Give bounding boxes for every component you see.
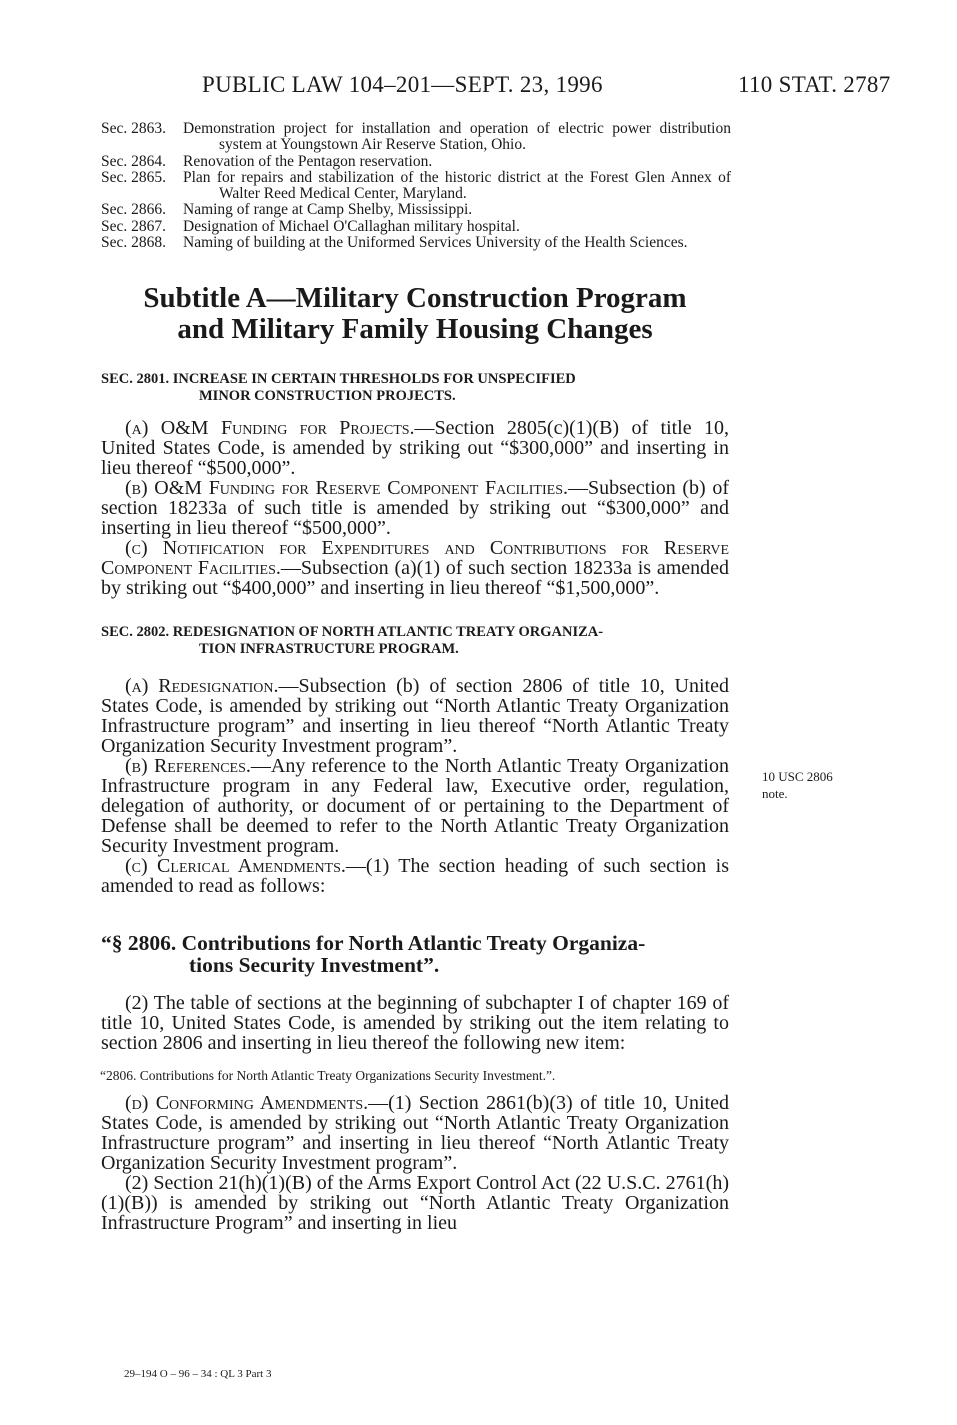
- running-header-page: 110 STAT. 2787: [738, 72, 891, 97]
- paragraph-text: —Subsection (b) of section 18233a of such title is amended by striking out “$300,000” and inserting in lieu thereof “$500,000”.: [101, 477, 729, 539]
- paragraph-lead: (b) O&M Funding for Reserve Component Facilities.: [125, 477, 568, 499]
- toc-section-number: Sec. 2863.: [101, 120, 167, 137]
- paragraph: [101, 538, 729, 598]
- paragraph: [101, 676, 729, 756]
- section-2802-heading: [101, 624, 731, 658]
- toc-section-number: Sec. 2866.: [101, 201, 167, 219]
- paragraph: [101, 856, 729, 896]
- toc-section-title: Naming of range at Camp Shelby, Mississippi.: [183, 201, 473, 219]
- section-2801-body: [101, 418, 729, 598]
- new-table-item: “2806. Contributions for North Atlantic Treaty Organizations Security Investment.”.: [100, 1068, 556, 1083]
- heading-line-2: tions Security Investment”.: [189, 953, 440, 977]
- paragraph-lead: (a) O&M Funding for Projects.: [125, 417, 415, 439]
- margin-note-line-1: 10 USC 2806: [762, 769, 833, 784]
- paragraph-lead: (c) Notification for Expenditures and Contributions for Reserve Component Facilities.: [101, 537, 729, 579]
- margin-note-line-2: note.: [762, 786, 788, 801]
- paragraph-text: —Subsection (a)(1) of such section 18233a is amended by striking out “$400,000” and inserting in lieu thereof “$1,500,000”.: [101, 557, 729, 599]
- toc-section-number: Sec. 2867.: [101, 217, 167, 235]
- toc-section-title: Plan for repairs and stabilization of the historic district at the Forest Glen Annex of Walter Reed Medical Center, Maryland.: [183, 168, 731, 203]
- subtitle-line-2: and Military Family Housing Changes: [177, 313, 653, 345]
- paragraph: [101, 418, 729, 478]
- toc-entry: [101, 219, 731, 235]
- toc-section-title: Designation of Michael O'Callaghan military hospital.: [183, 217, 520, 235]
- toc-section-title: Demonstration project for installation and operation of electric power distribution system at Youngstown Air Reserve Station, Ohio.: [183, 120, 731, 154]
- running-header-title: PUBLIC LAW 104–201—SEPT. 23, 1996: [202, 72, 603, 97]
- table-of-sections: [101, 121, 731, 251]
- heading-line-1: SEC. 2801. INCREASE IN CERTAIN THRESHOLDS FOR UNSPECIFIED: [101, 371, 576, 387]
- toc-entry: [101, 202, 731, 218]
- paragraph-text: (2) Section 21(h)(1)(B) of the Arms Export Control Act (22 U.S.C. 2761(h)(1)(B)) is amended by striking out “North Atlantic Treaty Organization Infrastructure Program” and inserting in lieu: [101, 1172, 729, 1234]
- toc-entry: [101, 170, 731, 203]
- paragraph: [101, 1093, 729, 1173]
- conforming-amendments-body: [101, 1093, 729, 1233]
- paragraph-text: —(1) The section heading of such section is amended to read as follows:: [101, 855, 729, 897]
- heading-line-2: MINOR CONSTRUCTION PROJECTS.: [199, 388, 456, 404]
- toc-entry: [101, 154, 731, 170]
- toc-entry: [101, 235, 731, 251]
- margin-note: [762, 768, 833, 802]
- paragraph-text: —(1) Section 2861(b)(3) of title 10, United States Code, is amended by striking out “North Atlantic Treaty Organization Infrastructure program” and inserting in lieu thereof “North Atlantic Treaty Organization Security Investment program”.: [101, 1092, 729, 1174]
- paragraph-c2: [101, 993, 729, 1053]
- print-job-footer: 29–194 O – 96 – 34 : QL 3 Part 3: [124, 1368, 272, 1380]
- toc-section-number: Sec. 2864.: [101, 152, 167, 170]
- paragraph: [101, 1173, 729, 1233]
- heading-line-2: TION INFRASTRUCTURE PROGRAM.: [199, 641, 459, 657]
- paragraph-lead: (c) Clerical Amendments.: [125, 855, 346, 877]
- section-2802-body: [101, 676, 729, 896]
- paragraph-text: (2) The table of sections at the beginning of subchapter I of chapter 169 of title 10, United States Code, is amended by striking out the item relating to section 2806 and inserting in lieu thereof the following new item:: [101, 992, 729, 1054]
- paragraph-text: —Subsection (b) of section 2806 of title 10, United States Code, is amended by striking out “North Atlantic Treaty Organization Infrastructure program” and inserting in lieu thereof “North Atlantic Treaty Organization Security Investment program”.: [101, 675, 729, 757]
- subtitle-line-1: Subtitle A—Military Construction Program: [143, 282, 687, 314]
- toc-section-number: Sec. 2865.: [101, 168, 167, 186]
- paragraph-lead: (a) Redesignation.: [125, 675, 279, 697]
- toc-section-title: Naming of building at the Uniformed Services University of the Health Sciences.: [183, 234, 688, 252]
- paragraph-text: —Section 2805(c)(1)(B) of title 10, United States Code, is amended by striking out “$300,000” and inserting in lieu thereof “$500,000”.: [101, 417, 729, 479]
- paragraph-text: —Any reference to the North Atlantic Treaty Organization Infrastructure program in any Federal law, Executive order, regulation, delegation of authority, or document of or pertaining to the Department of Defense shall be deemed to refer to the North Atlantic Treaty Organization Security Investment program.: [101, 755, 729, 857]
- toc-section-number: Sec. 2868.: [101, 234, 167, 252]
- paragraph: [101, 478, 729, 538]
- paragraph-lead: (d) Conforming Amendments.: [125, 1092, 369, 1114]
- toc-section-title: Renovation of the Pentagon reservation.: [183, 152, 433, 170]
- section-2801-heading: [101, 371, 731, 405]
- section-2806-heading: [101, 932, 731, 976]
- heading-line-1: “§ 2806. Contributions for North Atlantic Treaty Organiza-: [101, 931, 646, 955]
- paragraph-lead: (b) References.: [125, 755, 251, 777]
- paragraph: [101, 756, 729, 856]
- subtitle-heading: [100, 283, 730, 345]
- toc-entry: [101, 121, 731, 154]
- heading-line-1: SEC. 2802. REDESIGNATION OF NORTH ATLANTIC TREATY ORGANIZA-: [101, 624, 604, 640]
